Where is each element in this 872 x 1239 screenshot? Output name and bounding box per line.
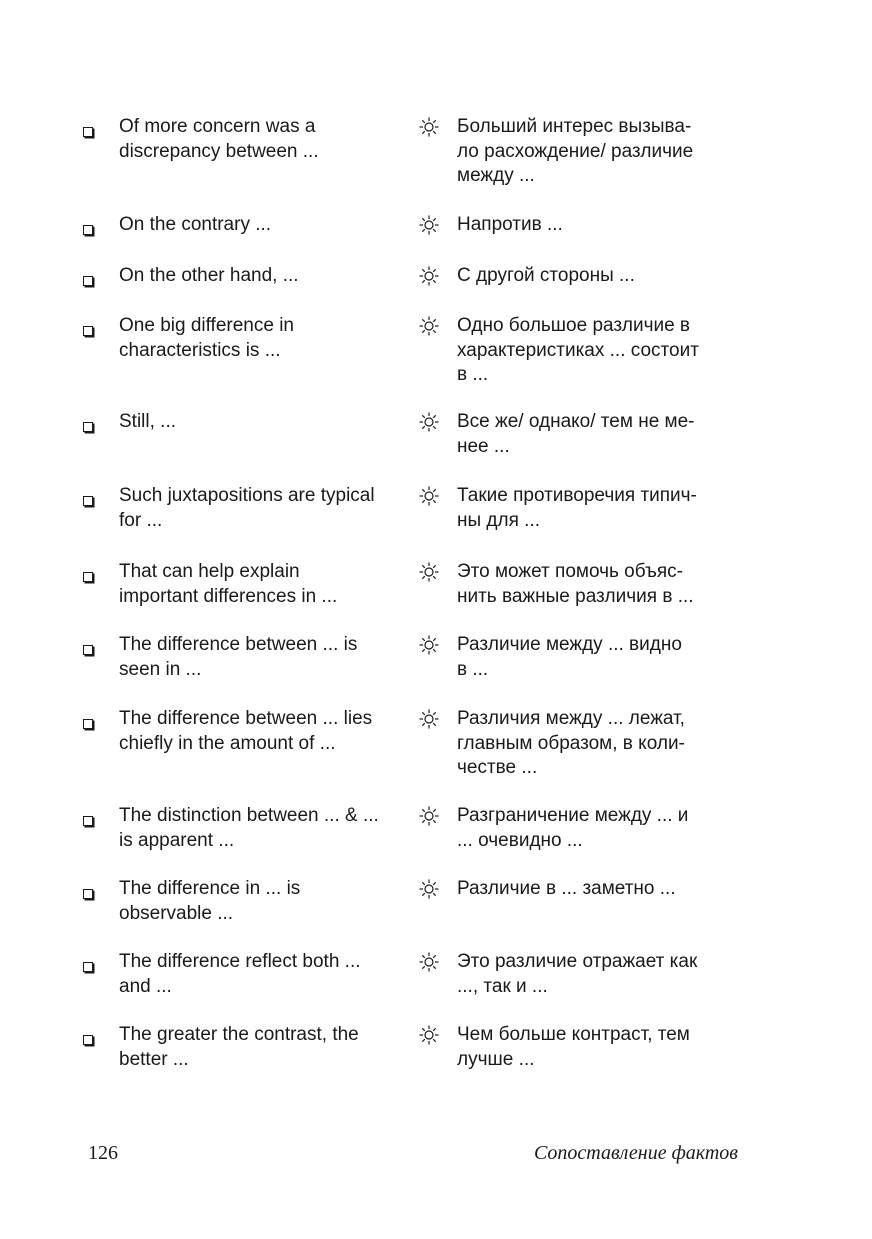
sun-icon (418, 116, 440, 138)
russian-phrase: Различия между ... лежат, главным образом, в коли- честве ... (457, 708, 685, 778)
checkbox-icon (83, 962, 93, 972)
english-phrase: The difference between ... is seen in ... (119, 634, 358, 680)
english-phrase: One big difference in characteristics is ... (119, 315, 294, 361)
sun-icon (418, 485, 440, 507)
checkbox-icon (83, 645, 93, 655)
running-title: Сопоставление фактов (533, 1142, 738, 1164)
checkbox-icon (83, 719, 93, 729)
english-phrase: Such juxtapositions are typical for ... (119, 485, 375, 531)
english-phrase: The difference reflect both ... and ... (119, 951, 361, 997)
sun-icon (418, 411, 440, 433)
english-phrase: Of more concern was a discrepancy between ... (119, 116, 319, 162)
sun-icon (418, 708, 440, 730)
english-phrase: Still, ... (119, 411, 177, 432)
russian-phrase: Больший интерес вызыва- ло расхождение/ различие между ... (457, 116, 694, 186)
russian-phrase: Такие противоречия типич- ны для ... (457, 485, 697, 531)
russian-phrase: Различие в ... заметно ... (457, 878, 676, 899)
russian-phrase: Одно большое различие в характеристиках ... состоит в ... (457, 315, 699, 385)
sun-icon (418, 315, 440, 337)
sun-icon (418, 951, 440, 973)
english-phrase: That can help explain important differences in ... (119, 561, 338, 607)
checkbox-icon (83, 816, 93, 826)
checkbox-icon (83, 127, 93, 137)
sun-icon (418, 265, 440, 287)
russian-phrase: Напротив ... (457, 214, 563, 235)
page-number: 126 (88, 1142, 118, 1164)
english-phrase: On the other hand, ... (119, 265, 299, 286)
english-phrase: The difference between ... lies chiefly in the amount of ... (119, 708, 373, 754)
russian-phrase: Это может помочь объяс- нить важные различия в ... (457, 561, 694, 607)
sun-icon (418, 634, 440, 656)
russian-phrase: С другой стороны ... (457, 265, 635, 286)
russian-phrase: Различие между ... видно в ... (457, 634, 682, 680)
sun-icon (418, 214, 440, 236)
russian-phrase: Чем больше контраст, тем лучше ... (457, 1024, 690, 1070)
checkbox-icon (83, 572, 93, 582)
english-phrase: The greater the contrast, the better ... (119, 1024, 359, 1070)
sun-icon (418, 561, 440, 583)
checkbox-icon (83, 1035, 93, 1045)
sun-icon (418, 1024, 440, 1046)
checkbox-icon (83, 276, 93, 286)
checkbox-icon (83, 225, 93, 235)
sun-icon (418, 805, 440, 827)
checkbox-icon (83, 496, 93, 506)
russian-phrase: Все же/ однако/ тем не ме- нее ... (457, 411, 695, 457)
checkbox-icon (83, 889, 93, 899)
checkbox-icon (83, 422, 93, 432)
english-phrase: On the contrary ... (119, 214, 272, 235)
russian-phrase: Разграничение между ... и ... очевидно ... (457, 805, 689, 851)
sun-icon (418, 878, 440, 900)
russian-phrase: Это различие отражает как ..., так и ... (457, 951, 698, 997)
english-phrase: The difference in ... is observable ... (119, 878, 301, 924)
checkbox-icon (83, 326, 93, 336)
english-phrase: The distinction between ... & ... is apparent ... (119, 805, 379, 851)
